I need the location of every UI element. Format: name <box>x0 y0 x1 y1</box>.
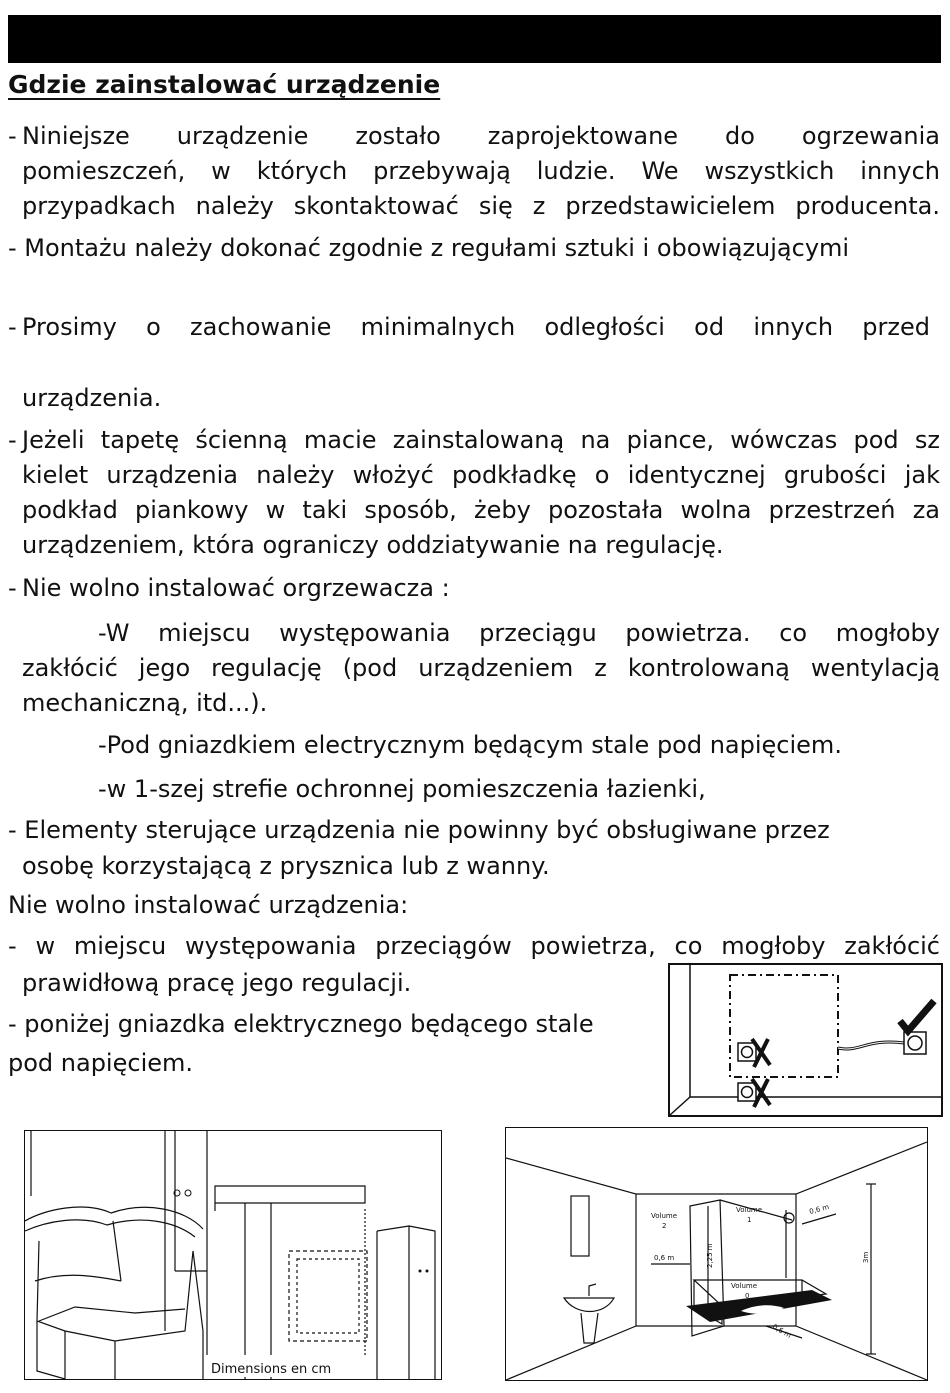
volume-1-label: Volume <box>736 1206 763 1214</box>
socket-icon <box>738 1083 756 1101</box>
socket-icon <box>738 1043 756 1061</box>
paragraph-bathroom-zone: -w 1-szej strefie ochronnej pomieszczenia łazienki, <box>98 775 706 803</box>
text-line: Jeżeli tapetę ścienną macie zainstalowaną na piance, wówczas pod sz <box>22 426 940 454</box>
paragraph-controls: - Elementy sterujące urządzenia nie powinny być obsługiwane przez <box>8 816 830 844</box>
page-title: Gdzie zainstalować urządzenie <box>8 70 441 99</box>
bullet-dash: - <box>8 122 17 150</box>
height-label: 2,25 m <box>706 1243 714 1268</box>
paragraph-draughts <box>8 929 940 964</box>
text-line: urządzeniem, która ograniczy oddziatywanie na regulację. <box>22 531 724 559</box>
paragraph-purpose <box>22 119 940 224</box>
text-line: -W miejscu występowania przeciągu powietrza. co mogłoby <box>98 619 940 647</box>
distance-label: 0,6 m <box>808 1202 831 1216</box>
volume-2-number: 2 <box>662 1222 667 1230</box>
bullet-dash: - <box>8 426 17 454</box>
text-line: mechaniczną, itd...). <box>22 689 268 717</box>
height-label: 3m <box>862 1251 870 1263</box>
text-line: przypadkach należy skontaktować się z przedstawicielem producenta. <box>22 192 940 220</box>
text-line: osobę korzystającą z prysznica lub z wanny. <box>22 852 550 880</box>
paragraph-forbidden-heater: Nie wolno instalować orgrzewacza : <box>22 574 450 602</box>
bathroom-zones-figure <box>505 1127 928 1381</box>
text-line: - w miejscu występowania przeciągów powietrza, co mogłoby zakłócić <box>8 932 940 960</box>
paragraph-assembly: - Montażu należy dokonać zgodnie z regułami sztuki i obowiązującymi <box>8 234 850 262</box>
volume-2-label: Volume <box>651 1212 678 1220</box>
bullet-dash: - <box>8 574 17 602</box>
volume-0-label: Volume <box>731 1282 758 1290</box>
paragraph-socket: -Pod gniazdkiem electrycznym będącym stale pod napięciem. <box>98 731 842 759</box>
text-line: zakłócić jego regulację (pod urządzeniem z kontrolowaną wentylacją <box>22 654 940 682</box>
paragraph-distances <box>22 310 930 345</box>
distance-label: 0,6 m <box>771 1322 793 1340</box>
text-line: Prosimy o zachowanie minimalnych odległości od innych przed <box>22 313 930 341</box>
volume-1-number: 1 <box>747 1216 752 1224</box>
header-bar <box>8 15 941 63</box>
text-line: kielet urządzenia należy włożyć podkładkę o identycznej grubości jak <box>22 461 940 489</box>
distance-label: 0,6 m <box>654 1254 675 1262</box>
text-line: urządzenia. <box>22 384 162 412</box>
text-line: pod napięciem. <box>8 1049 194 1077</box>
text-line: pomieszczeń, w których przebywają ludzie. We wszystkich innych <box>22 157 940 185</box>
paragraph-draught <box>98 616 940 651</box>
bathroom-illustration <box>506 1128 927 1380</box>
paragraph-foam-wallpaper <box>22 423 940 563</box>
volume-0-number: 0 <box>745 1292 750 1300</box>
socket-placement-figure <box>668 963 944 1118</box>
paragraph-draught-cont <box>22 651 940 686</box>
paragraph-below-socket: - poniżej gniazdka elektrycznego będącego stale <box>8 1010 594 1038</box>
bullet-dash: - <box>8 313 17 341</box>
text-line: prawidłową pracę jego regulacji. <box>22 969 412 997</box>
text-line: podkład piankowy w taki sposób, żeby pozostała wolna przestrzeń za <box>22 496 940 524</box>
room-caption: Dimensions en cm <box>211 1362 332 1377</box>
room-figure <box>24 1130 442 1380</box>
text-line: Niniejsze urządzenie zostało zaprojektowane do ogrzewania <box>22 122 940 150</box>
paragraph-forbidden-device: Nie wolno instalować urządzenia: <box>8 891 409 919</box>
room-illustration <box>25 1131 441 1379</box>
